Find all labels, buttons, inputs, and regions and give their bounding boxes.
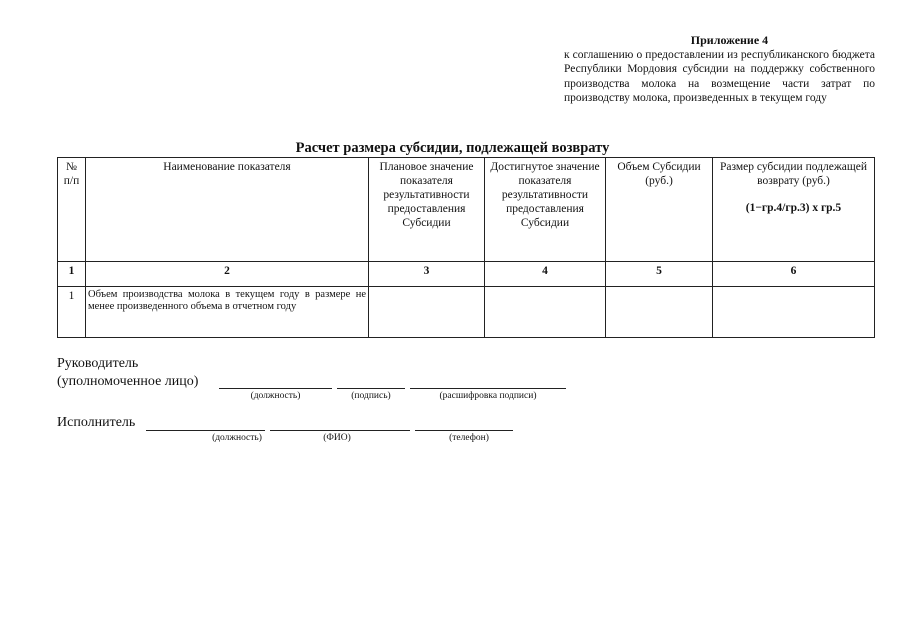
executor-label: Исполнитель <box>57 415 136 430</box>
column-number: 4 <box>485 262 606 287</box>
column-number: 3 <box>369 262 485 287</box>
column-number: 6 <box>713 262 875 287</box>
executor-position-caption: (должность) <box>212 433 262 443</box>
manager-sublabel: (уполномоченное лицо) <box>57 374 199 389</box>
manager-position-line[interactable] <box>219 388 332 389</box>
header-num: № п/п <box>58 158 86 262</box>
executor-position-line[interactable] <box>146 430 265 431</box>
manager-signature-decode-caption: (расшифровка подписи) <box>439 391 537 401</box>
refund-formula: (1−гр.4/гр.3) x гр.5 <box>745 202 842 214</box>
header-planned-value: Плановое значение показателя результативности предоставления Субсидии <box>369 158 485 262</box>
header-refund-label: Размер субсидии подлежащей возврату (руб.) <box>719 161 867 187</box>
header-subsidy-volume: Объем Субсидии (руб.) <box>606 158 713 262</box>
executor-phone-line[interactable] <box>415 430 513 431</box>
document-title: Расчет размера субсидии, подлежащей возврату <box>295 140 610 156</box>
manager-signature-decode-line[interactable] <box>410 388 566 389</box>
row-indicator-name: Объем производства молока в текущем году в размере не менее произведенного объема в отчетном году <box>86 287 369 338</box>
manager-signature-line[interactable] <box>337 388 405 389</box>
refund-calculation-table <box>57 157 875 338</box>
appendix-text: к соглашению о предоставлении из республиканского бюджета Республики Мордовия субсидии на поддержку собственного производства молока на возмещение части затрат по производству молока, произведенных в текущем году <box>564 48 875 104</box>
manager-signature-caption: (подпись) <box>351 391 391 401</box>
header-refund-size <box>713 158 875 262</box>
executor-name-line[interactable] <box>270 430 410 431</box>
header-indicator-name: Наименование показателя <box>86 158 369 262</box>
appendix-block <box>564 33 875 106</box>
column-number: 1 <box>58 262 86 287</box>
row-achieved-value-cell[interactable] <box>485 287 606 338</box>
row-planned-value-cell[interactable] <box>369 287 485 338</box>
executor-name-caption: (ФИО) <box>323 433 351 443</box>
row-subsidy-volume-cell[interactable] <box>606 287 713 338</box>
row-refund-size-cell[interactable] <box>713 287 875 338</box>
column-number-row <box>58 262 875 287</box>
column-number: 5 <box>606 262 713 287</box>
manager-position-caption: (должность) <box>250 391 301 401</box>
executor-phone-caption: (телефон) <box>449 433 489 443</box>
row-num: 1 <box>58 287 86 338</box>
appendix-title: Приложение 4 <box>690 33 769 47</box>
table-row <box>58 287 875 338</box>
column-number: 2 <box>86 262 369 287</box>
manager-label: Руководитель <box>57 356 139 371</box>
table-header-row <box>58 158 875 262</box>
header-achieved-value: Достигнутое значение показателя результативности предоставления Субсидии <box>485 158 606 262</box>
